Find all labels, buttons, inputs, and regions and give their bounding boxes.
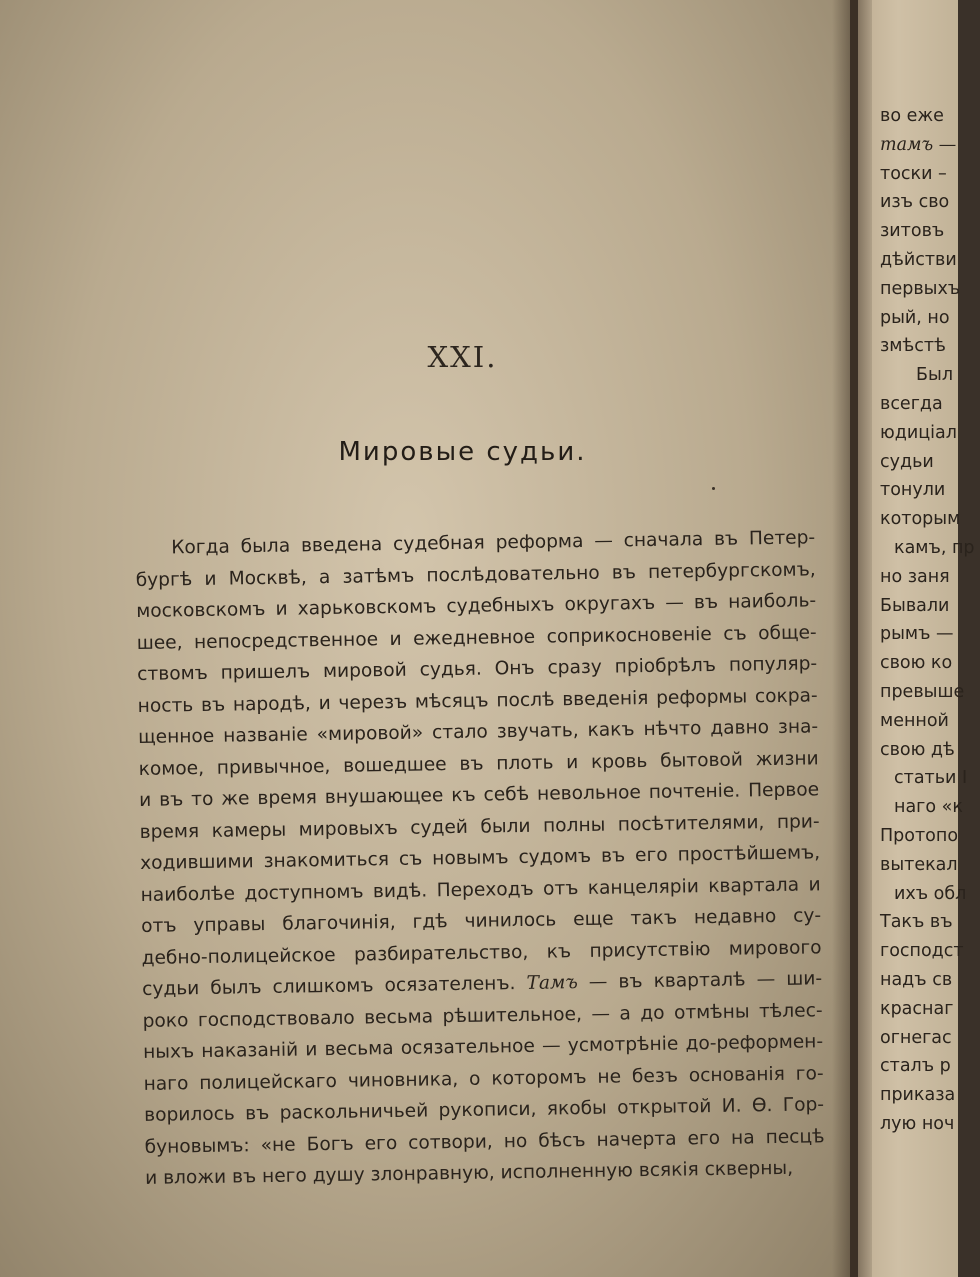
text-line: наго полицейскаго чиновника, о которомъ не безъ основанія го-: [143, 1062, 824, 1095]
right-text-line: статьи I: [894, 768, 968, 789]
right-page-text: [880, 102, 980, 1139]
right-text-line: тонули: [880, 480, 946, 501]
right-text-line: сталъ р: [880, 1056, 951, 1077]
right-text-line: свою ко: [880, 653, 953, 674]
text-line: и вложи въ него душу злонравную, исполненную всякія скверны,: [144, 1157, 794, 1189]
right-text-line: приказа: [880, 1085, 956, 1106]
right-text-line: юдиціал: [880, 422, 957, 443]
chapter-title: Мировые судьи.: [338, 437, 587, 467]
right-text-line: которым: [880, 509, 961, 530]
italic-word: Тамъ: [526, 972, 578, 994]
text-line: ныхъ наказаній и весьма осязательное — усмотрѣніе до-реформен-: [142, 1031, 824, 1063]
right-text-line: превыше: [880, 681, 965, 702]
right-text-line: Такъ въ: [880, 912, 953, 933]
right-text-line: всегда: [880, 393, 943, 414]
right-text-line: змѣстѣ: [880, 336, 946, 357]
text-line: и въ то же время внушающее къ себѣ невольное почтеніе. Первое: [139, 779, 820, 811]
book-gutter: [832, 0, 872, 1277]
right-text-line: дѣйстви: [880, 249, 957, 270]
right-text-line: рымъ —: [880, 624, 954, 645]
right-text-line: свою дѣ: [880, 739, 955, 760]
text-line: шее, непосредственное и ежедневное соприкосновеніе съ обще-: [136, 621, 817, 654]
right-text-line: надъ св: [880, 969, 953, 990]
text-line: ствомъ пришелъ мировой судья. Онъ сразу пріобрѣлъ популяр-: [137, 653, 818, 685]
right-text-line: краснаг: [880, 998, 954, 1019]
body-text: [135, 522, 825, 1194]
text-line: наиболѣе доступномъ видѣ. Переходъ отъ канцеляріи квартала и: [140, 873, 821, 906]
right-text-line: судьи: [880, 451, 934, 472]
text-line: московскомъ и харьковскомъ судебныхъ округахъ — въ наиболь-: [136, 590, 817, 622]
text-line: ходившими знакомиться съ новымъ судомъ въ его простѣйшемъ,: [140, 842, 821, 874]
text-segment: судьи былъ слишкомъ осязателенъ.: [142, 973, 516, 1000]
right-text-line: первыхъ: [880, 278, 961, 299]
text-line: ворилось въ раскольничьей рукописи, якобы открытой И. Ѳ. Гор-: [143, 1094, 825, 1126]
right-text-line: Протопо: [880, 825, 959, 846]
right-text-line: зитовъ: [880, 221, 945, 242]
right-text-line: тоски –: [880, 163, 947, 184]
text-line: буновымъ: «не Богъ его сотвори, но бѣсъ начерта его на песцѣ: [144, 1125, 825, 1158]
right-page: [858, 0, 975, 1277]
text-line: ность въ народѣ, и черезъ мѣсяцъ послѣ введенія реформы сокра-: [137, 684, 818, 717]
ink-speck: [712, 487, 715, 490]
text-line: дебно-полицейское разбирательство, къ присутствію мирового: [141, 936, 822, 969]
right-text-line: вытекал: [880, 854, 958, 875]
text-line: время камеры мировыхъ судей были полны посѣтителями, при-: [139, 810, 820, 843]
text-line: бургѣ и Москвѣ, а затѣмъ послѣдовательно въ петербургскомъ,: [135, 558, 816, 591]
right-text-line: огнегас: [880, 1027, 952, 1048]
text-line: отъ управы благочинія, гдѣ чинилось еще такъ недавно су-: [141, 905, 822, 937]
right-text-line: менной: [880, 710, 949, 731]
right-text-line: ихъ обл: [894, 883, 967, 904]
text-line: Когда была введена судебная реформа — сначала въ Петер-: [171, 527, 816, 559]
right-text-line: лую ноч: [880, 1113, 955, 1134]
right-text-line: камъ, пр: [894, 537, 975, 558]
text-line: роко господствовало весьма рѣшительное, — а до отмѣны тѣлес-: [142, 999, 823, 1032]
chapter-number: XXI.: [427, 340, 498, 374]
text-line: комое, привычное, вошедшее въ плоть и кровь бытовой жизни: [138, 747, 819, 780]
right-text-line: изъ сво: [880, 192, 950, 213]
right-text-line: тамъ —: [880, 134, 957, 155]
text-segment: — въ кварталѣ — ши-: [588, 968, 823, 993]
right-text-line: господст: [880, 941, 964, 962]
right-text-line: рый, но: [880, 307, 950, 328]
right-text-line: наго «к: [894, 797, 963, 818]
right-text-line: Был: [916, 365, 954, 386]
right-text-line: но заня: [880, 566, 950, 587]
right-text-line: во еже: [880, 106, 944, 126]
right-text-line: Бывали: [880, 595, 950, 616]
text-line: щенное названіе «мировой» стало звучать, какъ нѣчто давно зна-: [138, 716, 819, 748]
